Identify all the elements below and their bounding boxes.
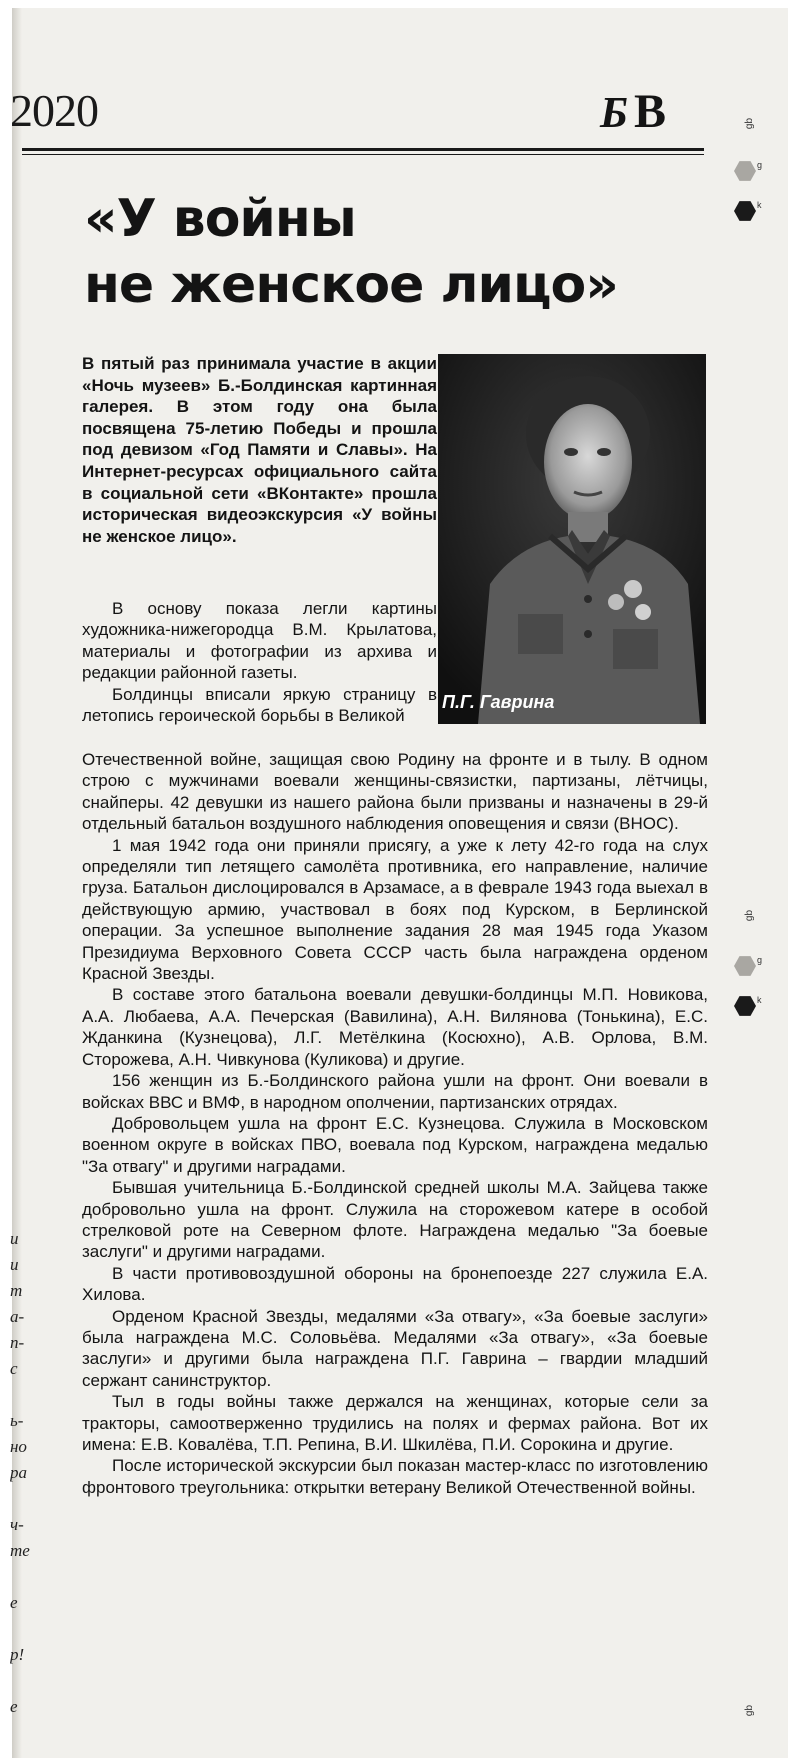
newspaper-logo	[600, 84, 666, 139]
logo-letter-1: Б	[600, 88, 628, 137]
neighbour-fragment: р!	[10, 1645, 25, 1664]
paragraph-10: Тыл в годы войны также держался на женщинах, которые сели за тракторы, самоотверженно трудились на полях и фермах района. Вот их имена: Е.В. Ковалёва, Т.П. Репина, В.И. Шкилёва, П.И. Сорокина и другие.	[82, 1392, 708, 1454]
paragraph-6: Добровольцем ушла на фронт Е.С. Кузнецова. Служила в Московском военном округе в войсках ПВО, воевала под Курском, награждена медалью "За отвагу" и другими наградами.	[82, 1113, 708, 1176]
photo-caption: П.Г. Гаврина	[442, 692, 555, 712]
paragraph-8: В части противовоздушной обороны на бронепоезде 227 служила Е.А. Хилова.	[82, 1263, 708, 1305]
portrait-photo	[438, 354, 706, 724]
registration-k-mid: k	[757, 995, 762, 1005]
registration-k-top: k	[757, 200, 762, 210]
paragraph-5: 156 женщин из Б.-Болдинского района ушли на фронт. Они воевали в войсках ВВС и ВМФ, в народном ополчении, партизанских отрядах.	[82, 1071, 708, 1112]
article-column-narrow	[82, 598, 437, 726]
article-title	[84, 186, 704, 318]
logo-letter-2: В	[633, 85, 666, 138]
header-rule	[22, 148, 704, 151]
neighbour-column-fragments	[10, 1228, 30, 1722]
neighbour-fragment	[10, 1670, 30, 1696]
neighbour-fragment: те	[10, 1541, 30, 1560]
registration-gb-top: gb	[744, 117, 756, 130]
portrait-image	[438, 354, 706, 724]
neighbour-fragment	[10, 1488, 30, 1514]
neighbour-fragment	[10, 1566, 30, 1592]
neighbour-fragment: е	[10, 1697, 18, 1716]
neighbour-fragment: ра	[10, 1463, 27, 1482]
registration-g-mid: g	[757, 955, 763, 965]
paragraph-7: Бывшая учительница Б.-Болдинской средней школы М.А. Зайцева также добровольно ушла на фронт. Служила на сторожевом катере в особой стрелковой роте на Северном флоте. Награждена медалью "За боевые заслуги" и другими наградами.	[82, 1178, 708, 1262]
neighbour-fragment: но	[10, 1437, 27, 1456]
neighbour-fragment: и	[10, 1255, 19, 1274]
neighbour-fragment: п-	[10, 1333, 25, 1352]
neighbour-fragment: ч-	[10, 1515, 24, 1534]
issue-year: 2020	[10, 85, 98, 136]
neighbour-fragment: т	[10, 1281, 23, 1300]
neighbour-fragment: а-	[10, 1307, 25, 1326]
neighbour-fragment	[10, 1618, 30, 1644]
article-title-line-2: не женское лицо»	[84, 255, 618, 315]
paragraph-11: После исторической экскурсии был показан мастер-класс по изготовлению фронтового треугольника: открытки ветерану Великой Отечественной войны.	[82, 1456, 708, 1497]
paragraph-3: 1 мая 1942 года они приняли присягу, а уже к лету 42-го года на слух определяли тип летящего самолёта противника, его направление, наличие груза. Батальон дислоцировался в Арзамасе, а в феврале 1943 года выехал в действующую армию, участвовал в боях под Курском, в Берлинской операции. За успешное выполнение задания 28 мая 1945 года Указом Президиума Верховного Совета СССР часть была награждена орденом Красной Звезды.	[82, 835, 708, 984]
neighbour-fragment: с	[10, 1359, 18, 1378]
article-title-line-1: «У войны	[84, 189, 356, 249]
registration-g-top: g	[757, 160, 763, 170]
neighbour-fragment: и	[10, 1229, 19, 1248]
paragraph-2-continued: Отечественной войне, защищая свою Родину на фронте и в тылу. В одном строю с мужчинами воевали женщины-связистки, партизаны, лётчицы, снайперы. 42 девушки из нашего района были призваны и назначены в 29-й отдельный батальон воздушного наблюдения оповещения и связи (ВНОС).	[82, 750, 708, 834]
neighbour-fragment: ь-	[10, 1411, 24, 1430]
registration-gb-bottom: gb	[744, 1704, 756, 1717]
paragraph-1: В основу показа легли картины художника-нижегородца В.М. Крылатова, материалы и фотографии из архива и редакции районной газеты.	[82, 599, 437, 683]
paragraph-4: В составе этого батальона воевали девушки-болдинцы М.П. Новикова, А.А. Любаева, А.А. Печерская (Вавилина), А.Н. Вилянова (Тонькина), Е.С. Жданкина (Кузнецова), Л.Г. Метёлкина (Косюхно), А.В. Орлова, В.М. Сторожева, А.Н. Чивкунова (Куликова) и другие.	[82, 985, 708, 1069]
paragraph-2-start: Болдинцы вписали яркую страницу в летопись героической борьбы в Великой	[82, 684, 437, 726]
neighbour-fragment	[10, 1384, 30, 1410]
neighbour-fragment: е	[10, 1593, 18, 1612]
registration-gb-mid: gb	[744, 909, 756, 922]
article-lead: В пятый раз принимала участие в акции «Ночь музеев» Б.-Болдинская картинная галерея. В этом году она была посвящена 75-летию Победы и прошла под девизом «Год Памяти и Славы». На Интернет-ресурсах официального сайта в социальной сети «ВКонтакте» прошла историческая видеоэкскурсия «У войны не женское лицо».	[82, 354, 437, 546]
paragraph-9: Орденом Красной Звезды, медалями «За отвагу», «За боевые заслуги» была награждена М.С. Соловьёва. Медалями «За отвагу», «За боевые заслуги» и другими была награждена П.Г. Гаврина – гвардии младший сержант санинструктор.	[82, 1306, 708, 1390]
article-column-wide	[82, 749, 708, 1498]
header-rule-thin	[22, 154, 704, 155]
